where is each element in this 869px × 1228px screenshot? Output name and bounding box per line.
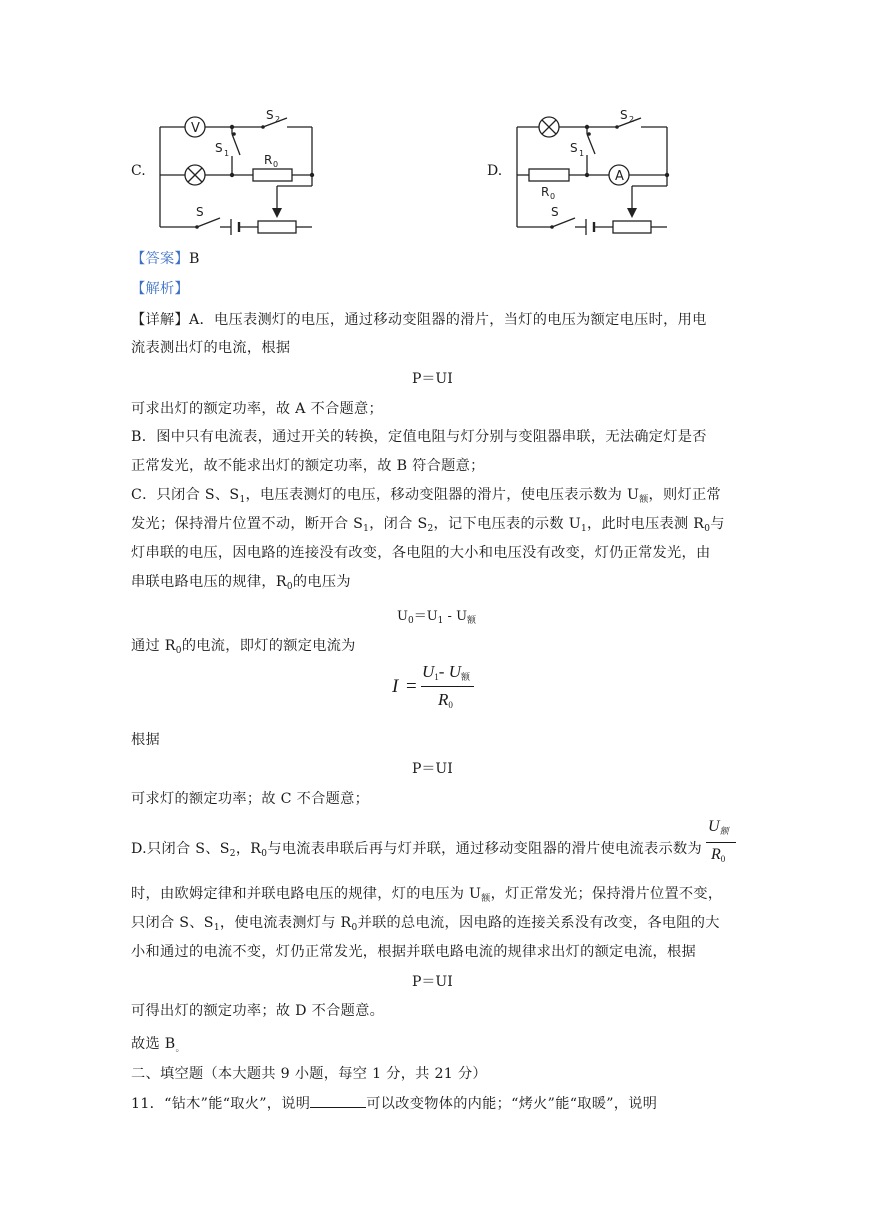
ammeter-label-d: A <box>615 169 624 184</box>
detail-c-line3: 灯串联的电压，因电路的连接没有改变，各电阻的大小和电压没有改变，灯仍正常发光，由 <box>131 545 711 561</box>
detail-d-line3 <box>131 912 720 933</box>
s2-sub-d: 2 <box>629 115 635 124</box>
u0-b: ＝U <box>413 609 438 624</box>
u0-sub1: 1 <box>437 616 444 626</box>
q11-b: 可以改变物体的内能；“烤火”能“取暖”，说明 <box>366 1096 658 1112</box>
c2-sub1: 1 <box>363 524 370 534</box>
d-frac-numerator <box>708 818 729 837</box>
c4-a: 串联电路电压的规律，R <box>131 574 287 590</box>
d3-b: ，使电流表测灯与 R <box>219 915 352 931</box>
d3-c: 并联的总电流，因电路的连接关系没有改变，各电阻的大 <box>357 915 720 931</box>
r0-label-d: R <box>541 185 550 199</box>
c1-sub1: 1 <box>239 495 246 505</box>
option-d-label: D. <box>487 163 503 179</box>
r0-label-c: R <box>264 153 273 167</box>
c2-d: ，此时电压表测 R <box>587 516 705 532</box>
d3-a: 只闭合 S、S <box>131 915 214 931</box>
frac-denominator <box>438 690 453 710</box>
voltmeter-label-c: V <box>191 121 200 136</box>
question-11 <box>131 1093 657 1113</box>
answer-label: 【答案】 <box>131 251 189 267</box>
circuit-diagram-d <box>507 100 687 238</box>
d1-b: ，R <box>235 841 262 857</box>
q11-a: 11．“钻木”能“取火”，说明 <box>131 1096 311 1112</box>
detail-c-line1 <box>131 484 721 505</box>
detail-b-line1: B．图中只有电流表，通过开关的转换，定值电阻与灯分别与变阻器串联，无法确定灯是否 <box>131 429 707 445</box>
s-label-c: S <box>196 205 204 219</box>
d-frac-u: U <box>708 818 720 835</box>
c2-a: 发光；保持滑片位置不动，断开合 S <box>131 516 364 532</box>
detail-c-line7: 可求灯的额定功率；故 C 不合题意； <box>131 791 370 807</box>
c2-b: ，闭合 S <box>369 516 428 532</box>
s1-label-c: S <box>215 141 223 155</box>
d-frac-denominator <box>711 846 725 864</box>
frac-ue-sub: 额 <box>460 672 470 682</box>
r0-sub-d: 0 <box>550 192 556 201</box>
d1-sub0: 0 <box>261 849 268 859</box>
d-frac-r-sub: 0 <box>720 854 726 864</box>
c2-sub2: 2 <box>427 524 434 534</box>
c2-e: 与 <box>710 516 725 532</box>
c5-b: 的电流，即灯的额定电流为 <box>181 638 356 654</box>
c4-b: 的电压为 <box>292 574 351 590</box>
conclusion <box>131 1033 185 1054</box>
detail-a-line1: 【详解】A．电压表测灯的电压，通过移动变阻器的滑片，当灯的电压为额定电压时，用电 <box>131 312 707 328</box>
frac-r-sub: 0 <box>448 700 453 710</box>
detail-c-line4 <box>131 571 351 592</box>
d1-c: 与电流表串联后再与灯并联，通过移动变阻器的滑片使电流表示数为 <box>267 841 702 857</box>
d-fraction-bar <box>706 842 736 843</box>
c1-b: ，电压表测灯的电压，移动变阻器的滑片，使电压表示数为 U <box>245 487 640 503</box>
s-label-d: S <box>551 205 559 219</box>
frac-numerator <box>422 662 470 683</box>
u0-a: U <box>397 609 408 624</box>
d2-a: 时，由欧姆定律和并联电路电压的规律，灯的电压为 U <box>131 886 482 902</box>
c1-a: C．只闭合 S、S <box>131 487 240 503</box>
detail-c-line5 <box>131 635 356 656</box>
c1-c: ，则灯正常 <box>648 487 721 503</box>
circuit-diagram-c <box>150 100 330 238</box>
c2-c: ，记下电压表的示数 U <box>433 516 581 532</box>
formula-u0 <box>397 605 476 626</box>
u0-sub0: 0 <box>407 616 414 626</box>
analysis-label: 【解析】 <box>131 281 189 297</box>
s1-label-d: S <box>570 141 578 155</box>
s1-sub-c: 1 <box>224 149 230 158</box>
d3-sub0: 0 <box>351 923 358 933</box>
c2-sub4: 0 <box>704 524 711 534</box>
detail-a-line2: 流表测出灯的电流，根据 <box>131 340 291 356</box>
fraction-bar <box>421 686 474 687</box>
detail-d-line5: 可得出灯的额定功率；故 D 不合题意。 <box>131 1003 385 1019</box>
detail-d-line2 <box>131 883 722 904</box>
detail-c-line6: 根据 <box>131 732 160 748</box>
answer-value: B <box>188 251 200 267</box>
c1-sub-e: 额 <box>639 495 649 505</box>
frac-u1: U <box>422 662 435 681</box>
answer-line <box>131 248 200 268</box>
r0-sub-c: 0 <box>273 160 279 169</box>
frac-r: R <box>438 690 449 709</box>
d3-sub1: 1 <box>213 923 220 933</box>
u0-c: - U <box>443 609 468 624</box>
d2-sub-e: 额 <box>481 894 491 904</box>
s2-label-d: S <box>620 108 628 122</box>
conclusion-b: 。 <box>175 1044 185 1054</box>
formula-pui-3: P＝UI <box>412 974 453 990</box>
u0-sub-e: 额 <box>467 616 477 626</box>
d1-a: D.只闭合 S、S <box>131 841 230 857</box>
d2-b: ，灯正常发光；保持滑片位置不变， <box>490 886 723 902</box>
detail-d-line4: 小和通过的电流不变，灯仍正常发光，根据并联电路电流的规律求出灯的额定电流，根据 <box>131 944 697 960</box>
section2-heading: 二、填空题（本大题共 9 小题，每空 1 分，共 21 分） <box>131 1066 487 1082</box>
s2-label-c: S <box>266 108 274 122</box>
c2-sub3: 1 <box>580 524 588 534</box>
s2-sub-c: 2 <box>275 115 281 124</box>
d-frac-r: R <box>711 846 721 863</box>
q11-blank[interactable] <box>310 1095 366 1108</box>
d1-sub2: 2 <box>229 849 236 859</box>
c4-sub: 0 <box>286 582 293 592</box>
frac-eq: = <box>406 676 417 697</box>
c5-a: 通过 R <box>131 638 176 654</box>
conclusion-a: 故选 B <box>131 1036 176 1052</box>
s1-sub-d: 1 <box>579 149 585 158</box>
detail-b-line2: 正常发光，故不能求出灯的额定功率，故 B 符合题意； <box>131 458 485 474</box>
detail-a-line3: 可求出灯的额定功率，故 A 不合题意； <box>131 401 383 417</box>
option-c-label: C. <box>131 163 146 179</box>
detail-c-line2 <box>131 513 725 534</box>
c5-sub: 0 <box>175 646 182 656</box>
formula-pui-1: P＝UI <box>412 371 453 387</box>
d-frac-u-sub: 额 <box>719 826 729 836</box>
frac-i: I <box>392 676 399 697</box>
detail-d-line1 <box>131 838 702 859</box>
frac-u1-sub: 1 <box>434 672 439 682</box>
frac-minus: - U <box>438 662 461 681</box>
formula-pui-2: P＝UI <box>412 761 453 777</box>
